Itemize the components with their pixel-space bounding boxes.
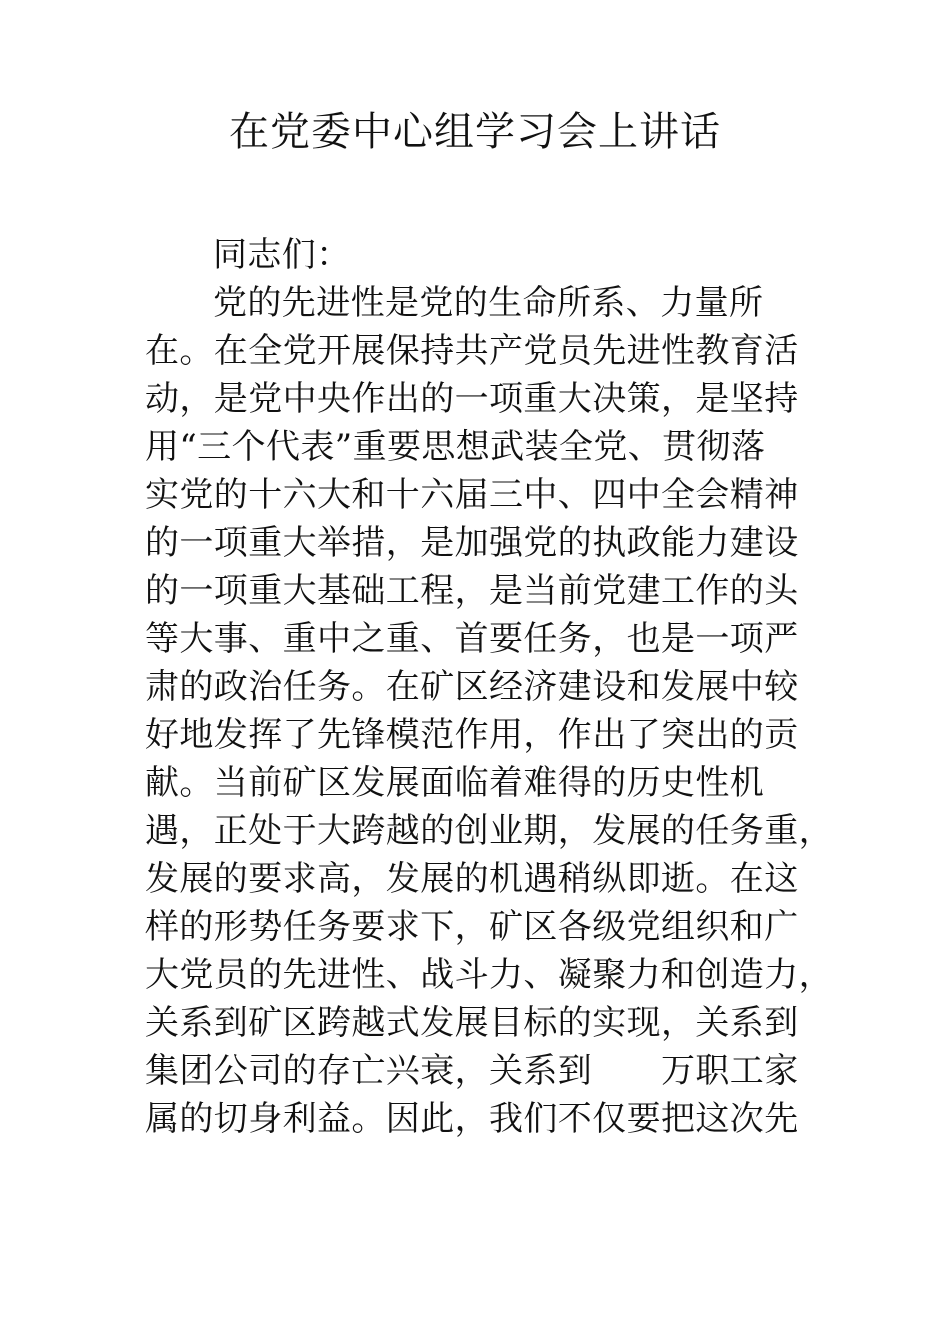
- paragraph-line: 遇，正处于大跨越的创业期，发展的任务重，: [145, 811, 833, 851]
- paragraph-line: 实党的十六大和十六届三中、四中全会精神: [145, 475, 799, 515]
- paragraph-line: 集团公司的存亡兴衰，关系到 万职工家: [145, 1051, 799, 1091]
- paragraph-line: 好地发挥了先锋模范作用，作出了突出的贡: [145, 715, 799, 755]
- paragraph-line: 大党员的先进性、战斗力、凝聚力和创造力，: [145, 955, 833, 995]
- paragraph-line: 等大事、重中之重、首要任务，也是一项严: [145, 619, 799, 659]
- paragraph-line: 党的先进性是党的生命所系、力量所: [213, 283, 764, 323]
- paragraph-line: 的一项重大基础工程，是当前党建工作的头: [145, 571, 799, 611]
- paragraph-line: 样的形势任务要求下，矿区各级党组织和广: [145, 907, 799, 947]
- paragraph-line: 发展的要求高，发展的机遇稍纵即逝。在这: [145, 859, 799, 899]
- paragraph-line: 在。在全党开展保持共产党员先进性教育活: [145, 331, 799, 371]
- paragraph-line: 属的切身利益。因此，我们不仅要把这次先: [145, 1099, 799, 1139]
- greeting: 同志们：: [213, 235, 351, 275]
- paragraph-line: 动，是党中央作出的一项重大决策，是坚持: [145, 379, 799, 419]
- document-title: 在党委中心组学习会上讲话: [229, 109, 721, 155]
- paragraph-line: 关系到矿区跨越式发展目标的实现，关系到: [145, 1003, 799, 1043]
- paragraph-line: 用“三个代表”重要思想武装全党、贯彻落: [145, 427, 766, 467]
- paragraph-line: 献。当前矿区发展面临着难得的历史性机: [145, 763, 765, 803]
- paragraph-line: 肃的政治任务。在矿区经济建设和发展中较: [145, 667, 799, 707]
- paragraph-line: 的一项重大举措，是加强党的执政能力建设: [145, 523, 799, 563]
